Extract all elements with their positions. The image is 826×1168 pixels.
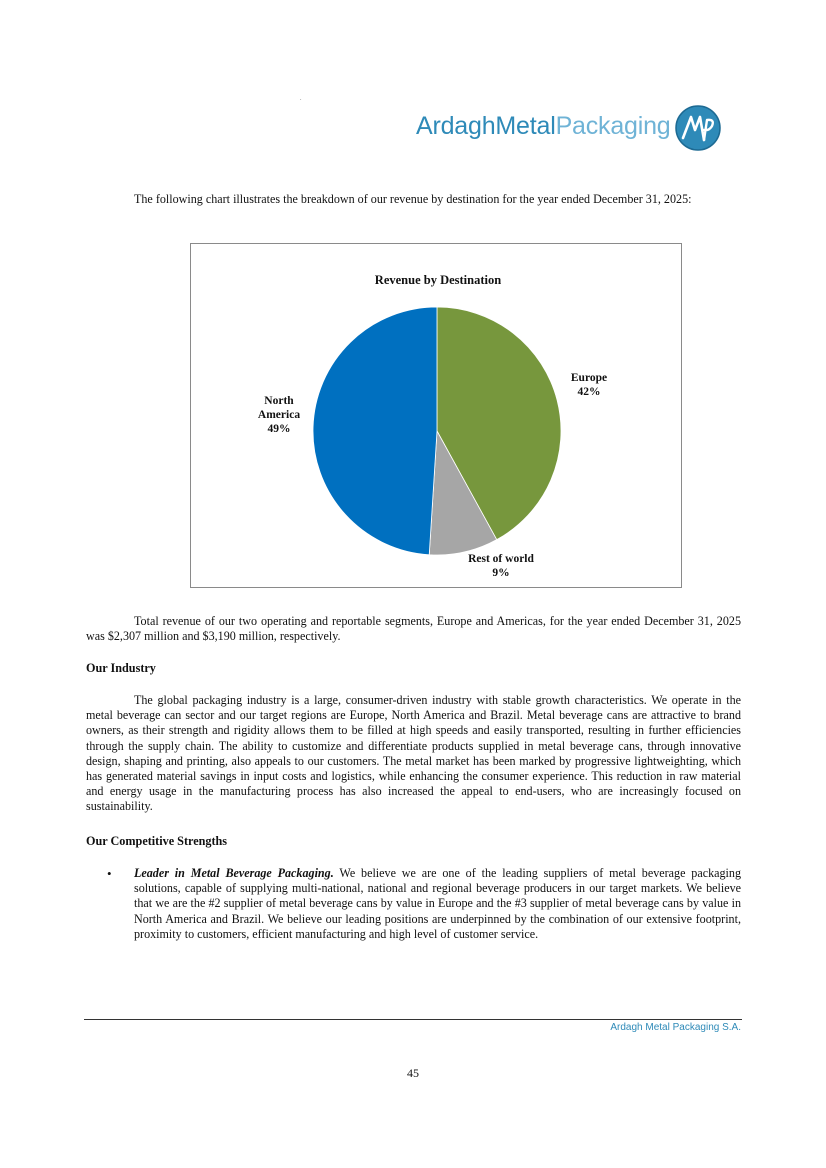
industry-heading: Our Industry bbox=[86, 661, 156, 675]
strengths-heading: Our Competitive Strengths bbox=[86, 834, 228, 848]
strength-item bbox=[134, 866, 741, 942]
company-logo bbox=[416, 102, 726, 156]
pie-slices bbox=[313, 307, 561, 555]
logo-wordmark bbox=[416, 112, 671, 141]
pie-slice-north-america bbox=[313, 307, 437, 555]
footer-company-name: Ardagh Metal Packaging S.A. bbox=[610, 1022, 741, 1033]
footer-divider bbox=[84, 1019, 742, 1020]
pie-label-europe: Europe 42% bbox=[570, 372, 608, 398]
amp-globe-logo-icon bbox=[674, 104, 722, 152]
industry-paragraph: The global packaging industry is a large, consumer-driven industry with stable growth characteristics. We operate in the metal beverage can sector and our target regions are Europe, North America and Brazil. Metal beverage cans are attractive to brand owners, as their strength and rigidity allows them to be filled at high speeds and easily transported, resulting in further efficiencies through the supply chain. The ability to customize and differentiate products supplied in metal beverage cans, through innovative design, shaping and printing, also appeals to our customers. The metal market has been marked by progressive lightweighting, which has generated material savings in input costs and logistics, while enhancing the consumer experience. This reduction in raw material and energy usage in the manufacturing process has also increased the appeal to end-users, who are increasingly focused on sustainability. bbox=[86, 693, 741, 814]
logo-wordmark-part1: ArdaghMetal bbox=[416, 112, 556, 140]
strength-item-lead: Leader in Metal Beverage Packaging. bbox=[134, 866, 334, 880]
strength-item-text: We believe we are one of the leading suppliers of metal beverage packaging solutions, capable of supplying multi-national, national and regional beverage producers in our target markets. We believe that we are the #2 supplier of metal beverage cans by value in Europe and the #3 supplier of metal beverage cans by value in North America and Brazil. We believe our leading positions are underpinned by the combination of our extensive footprint, proximity to customers, efficient manufacturing and high level of customer service. bbox=[134, 866, 741, 941]
pie-label-rest-of-world: Rest of world 9% bbox=[468, 553, 534, 579]
pie-chart-svg bbox=[191, 244, 683, 589]
page-number: 45 bbox=[407, 1066, 419, 1080]
revenue-pie-chart bbox=[190, 243, 682, 588]
stray-dot: . bbox=[300, 96, 302, 102]
revenue-paragraph: Total revenue of our two operating and reportable segments, Europe and Americas, for the year ended December 31, 2025 was $2,307 million and $3,190 million, respectively. bbox=[86, 614, 741, 644]
logo-wordmark-part2: Packaging bbox=[555, 112, 671, 140]
bullet-icon: • bbox=[107, 866, 112, 881]
pie-label-north-america: North America 49% bbox=[257, 395, 301, 435]
chart-intro-paragraph: The following chart illustrates the breakdown of our revenue by destination for the year ended December 31, 2025: bbox=[134, 192, 692, 206]
chart-title: Revenue by Destination bbox=[374, 273, 502, 287]
